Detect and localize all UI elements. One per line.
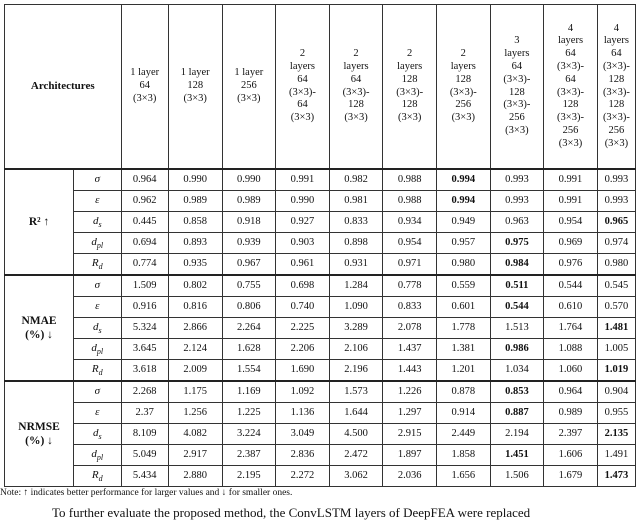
column-header-line: (3×3)- [342,86,370,98]
column-header-line: (3×3) [505,124,529,136]
column-header-line: 256 [562,124,579,136]
table-cell: 0.961 [276,254,330,276]
table-cell: 1.226 [383,381,437,403]
table-cell: 1.606 [544,445,598,466]
table-cell: 0.963 [490,212,544,233]
table-cell: 0.964 [121,169,168,191]
group-label [5,169,74,275]
table-cell: 1.573 [329,381,383,403]
metric-label: $d_{pl}$ [74,339,121,360]
column-header-line: (3×3)- [557,86,584,98]
table-cell: 0.989 [222,191,276,212]
column-header-line: 64 [565,48,576,60]
table-cell: 1.225 [222,403,276,424]
table-cell: 1.256 [168,403,222,424]
table-cell: 2.836 [276,445,330,466]
column-header-line: 64 [139,80,150,92]
table-cell: 1.005 [597,339,635,360]
table-body [5,5,636,487]
table-cell: 2.124 [168,339,222,360]
column-header-line: (3×3)- [557,60,584,72]
column-header-line: layers [450,60,476,72]
column-header-line: (3×3) [451,112,475,124]
table-cell: 0.981 [329,191,383,212]
table-cell: 1.509 [121,275,168,297]
table-cell: 1.019 [597,360,635,382]
table-cell: 2.917 [168,445,222,466]
table-cell: 0.990 [168,169,222,191]
table-cell: 0.993 [597,191,635,212]
table-cell: 0.914 [436,403,490,424]
table-row [5,169,636,191]
metric-label: ε [74,297,121,318]
table-cell: 0.957 [436,233,490,254]
table-cell: 2.880 [168,466,222,487]
table-cell: 0.833 [329,212,383,233]
body-text-cutoff: To further evaluate the proposed method, the ConvLSTM layers of DeepFEA were replaced [52,505,531,520]
table-cell: 0.774 [121,254,168,276]
column-header-line: (3×3)- [503,73,531,85]
table-cell: 2.078 [383,318,437,339]
table-cell: 0.969 [544,233,598,254]
table-row [5,318,636,339]
table-cell: 1.473 [597,466,635,487]
table-cell: 0.511 [490,275,544,297]
metric-label: σ [74,381,121,403]
column-header-line: 64 [297,99,308,111]
column-header-line: layers [504,48,530,60]
table-cell: 0.853 [490,381,544,403]
table-cell: 1.201 [436,360,490,382]
table-cell: 1.897 [383,445,437,466]
column-header-line: 256 [455,99,472,111]
column-header-line: (3×3) [290,112,315,124]
column-header-line: 1 layer [130,67,160,79]
table-cell: 0.931 [329,254,383,276]
table-cell: 1.060 [544,360,598,382]
table-cell: 0.570 [597,297,635,318]
table-cell: 8.109 [121,424,168,445]
metric-label: ε [74,403,121,424]
table-row [5,445,636,466]
column-header-8 [490,5,544,170]
group-label [5,381,74,487]
table-cell: 0.964 [544,381,598,403]
column-header-line: 128 [455,73,472,85]
table-cell: 0.694 [121,233,168,254]
table-cell: 0.878 [436,381,490,403]
column-header-line: (3×3) [183,92,207,104]
table-cell: 0.990 [222,169,276,191]
table-cell: 4.082 [168,424,222,445]
column-header-line: (3×3)- [602,60,630,72]
table-cell: 0.993 [597,169,635,191]
table-cell: 1.778 [436,318,490,339]
table-cell: 2.206 [276,339,330,360]
header-row [5,5,636,170]
table-cell: 0.967 [222,254,276,276]
column-header-line: 128 [348,99,364,111]
table-cell: 0.986 [490,339,544,360]
column-header-10 [597,5,635,170]
column-header-line: (3×3)- [288,86,316,98]
column-header-line: layers [397,60,423,72]
metric-label: $d_{pl}$ [74,233,121,254]
column-header-line: (3×3) [397,112,422,124]
table-cell: 3.062 [329,466,383,487]
column-header-line: 64 [297,73,308,85]
table-cell: 0.949 [436,212,490,233]
column-header-1 [121,5,168,170]
table-cell: 2.264 [222,318,276,339]
table-cell: 0.544 [544,275,598,297]
table-cell: 1.690 [276,360,330,382]
column-header-line: 64 [565,73,576,85]
table-cell: 0.887 [490,403,544,424]
metric-label: $d_s$ [74,424,121,445]
column-header-line: layers [603,35,629,47]
column-header-line: 2 [407,48,413,60]
table-cell: 2.272 [276,466,330,487]
table-cell: 2.106 [329,339,383,360]
table-row [5,360,636,382]
table-cell: 0.988 [383,169,437,191]
table-cell: 0.893 [168,233,222,254]
column-header-line: (3×3)- [503,99,531,111]
table-cell: 0.994 [436,169,490,191]
table-cell: 0.980 [597,254,635,276]
table-cell: 2.036 [383,466,437,487]
table-row [5,254,636,276]
table-cell: 5.049 [121,445,168,466]
table-cell: 2.387 [222,445,276,466]
table-cell: 0.833 [383,297,437,318]
column-header-line: (3×3)- [449,86,477,98]
table-cell: 0.980 [436,254,490,276]
table-cell: 1.628 [222,339,276,360]
table-cell: 0.991 [544,191,598,212]
column-header-line: 128 [608,73,625,85]
column-header-line: layers [343,60,369,72]
column-header-line: 128 [562,99,579,111]
metric-label: $R_d$ [74,466,121,487]
column-header-line: 128 [509,86,525,98]
table-cell: 0.858 [168,212,222,233]
table-cell: 1.858 [436,445,490,466]
table-cell: 0.806 [222,297,276,318]
table-cell: 0.904 [597,381,635,403]
column-header-line: (3×3) [604,137,629,149]
table-cell: 0.993 [490,191,544,212]
table-cell: 0.991 [544,169,598,191]
table-cell: 0.974 [597,233,635,254]
table-cell: 2.37 [121,403,168,424]
group-label-line: (%) ↓ [25,435,53,447]
table-cell: 0.778 [383,275,437,297]
table-cell: 1.481 [597,318,635,339]
table-row [5,424,636,445]
table-cell: 1.381 [436,339,490,360]
group-label-line: R² ↑ [28,215,50,228]
table-cell: 1.513 [490,318,544,339]
table-cell: 0.610 [544,297,598,318]
table-cell: 2.915 [383,424,437,445]
table-cell: 0.984 [490,254,544,276]
table-cell: 5.434 [121,466,168,487]
column-header-6 [383,5,437,170]
table-cell: 1.554 [222,360,276,382]
table-cell: 3.645 [121,339,168,360]
table-cell: 0.975 [490,233,544,254]
column-header-3 [222,5,276,170]
table-cell: 0.445 [121,212,168,233]
table-cell: 2.866 [168,318,222,339]
column-header-line: (3×3) [237,92,261,104]
table-cell: 0.601 [436,297,490,318]
table-cell: 2.268 [121,381,168,403]
table-row [5,339,636,360]
table-cell: 0.916 [121,297,168,318]
table-cell: 0.903 [276,233,330,254]
table-cell: 0.544 [490,297,544,318]
table-cell: 2.472 [329,445,383,466]
table-cell: 2.135 [597,424,635,445]
column-header-line: 2 [460,48,466,60]
table-cell: 2.009 [168,360,222,382]
table-cell: 0.955 [597,403,635,424]
table-cell: 3.224 [222,424,276,445]
table-cell: 0.976 [544,254,598,276]
table-cell: 0.962 [121,191,168,212]
group-label-line: (%) ↓ [25,329,53,341]
table-cell: 2.225 [276,318,330,339]
column-header-line: (3×3)- [602,112,630,124]
table-cell: 1.644 [329,403,383,424]
table-cell: 0.990 [276,191,330,212]
column-header-line: 64 [350,73,362,85]
table-cell: 3.618 [121,360,168,382]
table-cell: 2.195 [222,466,276,487]
table-cell: 1.656 [436,466,490,487]
group-label-line: NRMSE [18,420,60,433]
column-header-line: 128 [401,73,418,85]
column-header-line: (3×3)- [396,86,424,98]
column-header-line: 128 [187,80,204,92]
column-header-line: 64 [511,60,523,72]
table-cell: 0.802 [168,275,222,297]
group-label-line: NMAE [21,314,57,327]
column-header-line: 2 [353,48,359,60]
table-cell: 3.049 [276,424,330,445]
column-header-line: layers [289,60,315,72]
column-header-4 [276,5,330,170]
metric-label: $d_{pl}$ [74,445,121,466]
metric-label: $d_s$ [74,212,121,233]
table-cell: 1.090 [329,297,383,318]
table-cell: 0.927 [276,212,330,233]
table-cell: 1.437 [383,339,437,360]
table-cell: 2.449 [436,424,490,445]
column-header-line: 256 [509,112,525,124]
column-header-line: (3×3) [344,112,368,124]
table-cell: 1.506 [490,466,544,487]
column-header-line: (3×3)- [557,112,584,124]
table-cell: 0.965 [597,212,635,233]
table-cell: 0.898 [329,233,383,254]
table-cell: 5.324 [121,318,168,339]
column-header-line: (3×3) [133,92,157,104]
table-cell: 1.297 [383,403,437,424]
metric-label: σ [74,275,121,297]
column-header-line: 4 [567,22,574,34]
column-header-line: 64 [611,48,622,60]
table-cell: 0.954 [383,233,437,254]
metric-label: σ [74,169,121,191]
table-row [5,381,636,403]
column-header-line: 256 [608,124,625,136]
table-row [5,466,636,487]
table-cell: 3.289 [329,318,383,339]
architectures-header: Architectures [5,5,122,170]
metric-label: ε [74,191,121,212]
table-row [5,191,636,212]
column-header-line: layers [557,35,584,47]
column-header-line: 4 [613,22,620,34]
column-header-line: 128 [401,99,418,111]
table-cell: 1.284 [329,275,383,297]
column-header-line: (3×3) [558,137,583,149]
table-row [5,297,636,318]
table-cell: 1.451 [490,445,544,466]
table-cell: 0.545 [597,275,635,297]
table-row [5,275,636,297]
column-header-line: 1 layer [180,67,210,79]
table-cell: 2.196 [329,360,383,382]
table-cell: 0.982 [329,169,383,191]
table-cell: 0.993 [490,169,544,191]
table-cell: 2.397 [544,424,598,445]
table-cell: 1.034 [490,360,544,382]
table-cell: 1.764 [544,318,598,339]
column-header-line: (3×3)- [602,86,630,98]
table-cell: 1.679 [544,466,598,487]
table-cell: 1.088 [544,339,598,360]
table-cell: 0.939 [222,233,276,254]
column-header-2 [168,5,222,170]
column-header-line: 2 [299,48,306,60]
table-cell: 0.698 [276,275,330,297]
table-cell: 0.918 [222,212,276,233]
column-header-9 [544,5,598,170]
table-cell: 0.988 [383,191,437,212]
column-header-7 [436,5,490,170]
table-cell: 0.994 [436,191,490,212]
metric-label: $d_s$ [74,318,121,339]
table-cell: 0.816 [168,297,222,318]
table-cell: 0.935 [168,254,222,276]
table-row [5,233,636,254]
column-header-line: 256 [240,80,257,92]
table-cell: 0.755 [222,275,276,297]
group-label [5,275,74,381]
table-cell: 0.989 [168,191,222,212]
results-table [4,4,636,487]
column-header-5 [329,5,383,170]
table-cell: 0.559 [436,275,490,297]
table-cell: 1.175 [168,381,222,403]
column-header-line: 128 [608,99,625,111]
table-note: Note: ↑ indicates better performance for larger values and ↓ for smaller ones. [0,488,293,498]
table-cell: 1.136 [276,403,330,424]
column-header-line: 1 layer [234,67,264,79]
table-cell: 0.954 [544,212,598,233]
table-cell: 0.971 [383,254,437,276]
table-cell: 1.169 [222,381,276,403]
column-header-line: 3 [514,35,520,47]
table-row [5,212,636,233]
table-cell: 4.500 [329,424,383,445]
table-cell: 0.991 [276,169,330,191]
table-cell: 1.491 [597,445,635,466]
table-cell: 0.740 [276,297,330,318]
metric-label: $R_d$ [74,254,121,276]
table-cell: 1.092 [276,381,330,403]
metric-label: $R_d$ [74,360,121,382]
table-cell: 0.934 [383,212,437,233]
table-cell: 2.194 [490,424,544,445]
table-cell: 1.443 [383,360,437,382]
table-row [5,403,636,424]
table-cell: 0.989 [544,403,598,424]
